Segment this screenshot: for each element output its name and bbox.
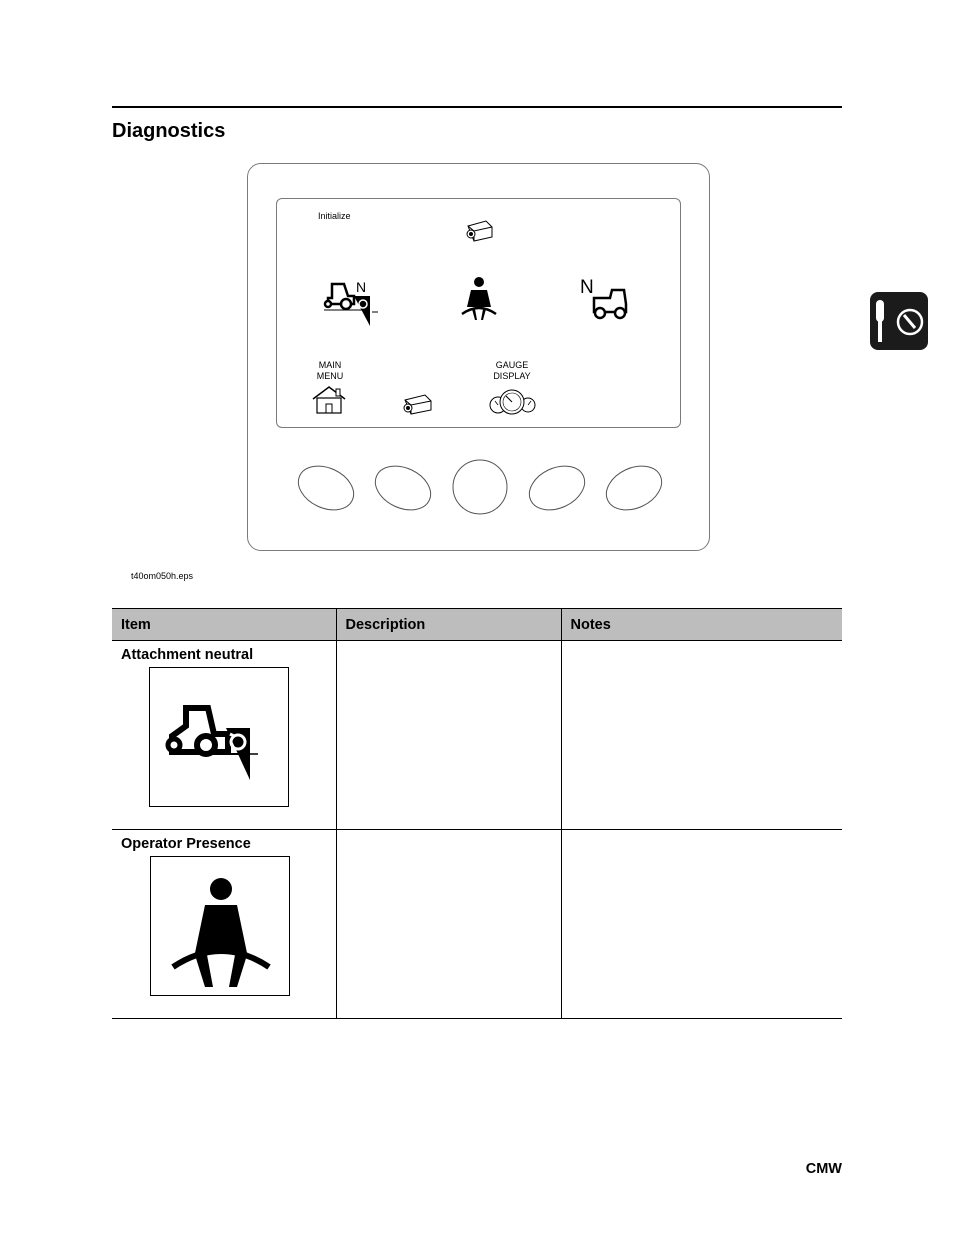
- hardware-button-1[interactable]: [296, 458, 361, 518]
- header-item: Item: [112, 609, 336, 641]
- main-menu-label-line1: MAIN: [318, 360, 342, 370]
- notes-cell: [561, 641, 842, 830]
- main-menu-label: [310, 360, 350, 382]
- gauge-display-label-line2: DISPLAY: [493, 371, 531, 381]
- gauge-icon[interactable]: [488, 387, 538, 417]
- header-description: Description: [336, 609, 561, 641]
- icon-frame: [150, 856, 290, 996]
- main-menu-label-line2: MENU: [316, 371, 344, 381]
- camera-icon[interactable]: [401, 392, 435, 418]
- item-cell: [112, 641, 336, 830]
- item-name: Attachment neutral: [121, 647, 254, 663]
- page-title: Diagnostics: [112, 120, 226, 142]
- table-row: [112, 830, 842, 1019]
- item-cell: [112, 830, 336, 1019]
- attachment-neutral-icon: [150, 668, 288, 806]
- section-tab: [870, 292, 928, 350]
- top-rule: [112, 106, 842, 108]
- figure-caption: t40om050h.eps: [131, 571, 194, 581]
- page-footer: CMW: [805, 1161, 842, 1177]
- hardware-button-4[interactable]: [522, 458, 591, 518]
- camera-icon[interactable]: [464, 217, 496, 245]
- gauge-display-label-line1: GAUGE: [495, 360, 529, 370]
- hardware-button-5[interactable]: [599, 458, 668, 518]
- tractor-neutral-icon[interactable]: [588, 286, 632, 322]
- gauge-display-label: [488, 360, 536, 382]
- control-lever-icon: [870, 292, 928, 350]
- notes-cell: [561, 830, 842, 1019]
- table-row: [112, 641, 842, 830]
- operator-presence-icon[interactable]: [460, 276, 498, 320]
- neutral-letter: N: [356, 279, 367, 295]
- description-cell: [336, 641, 561, 830]
- operator-presence-icon: [151, 857, 289, 995]
- hardware-button-3[interactable]: [453, 460, 507, 514]
- table-header-row: [112, 609, 842, 641]
- item-name: Operator Presence: [121, 836, 251, 852]
- header-notes: Notes: [561, 609, 842, 641]
- hardware-button-2[interactable]: [368, 458, 437, 518]
- neutral-letter-right: N: [580, 277, 594, 298]
- description-cell: [336, 830, 561, 1019]
- attachment-neutral-icon[interactable]: [322, 276, 382, 328]
- home-icon[interactable]: [311, 385, 347, 415]
- icon-frame: [149, 667, 289, 807]
- items-table: [112, 608, 842, 1019]
- initialize-label: Initialize: [318, 211, 351, 221]
- hardware-buttons: [296, 458, 668, 518]
